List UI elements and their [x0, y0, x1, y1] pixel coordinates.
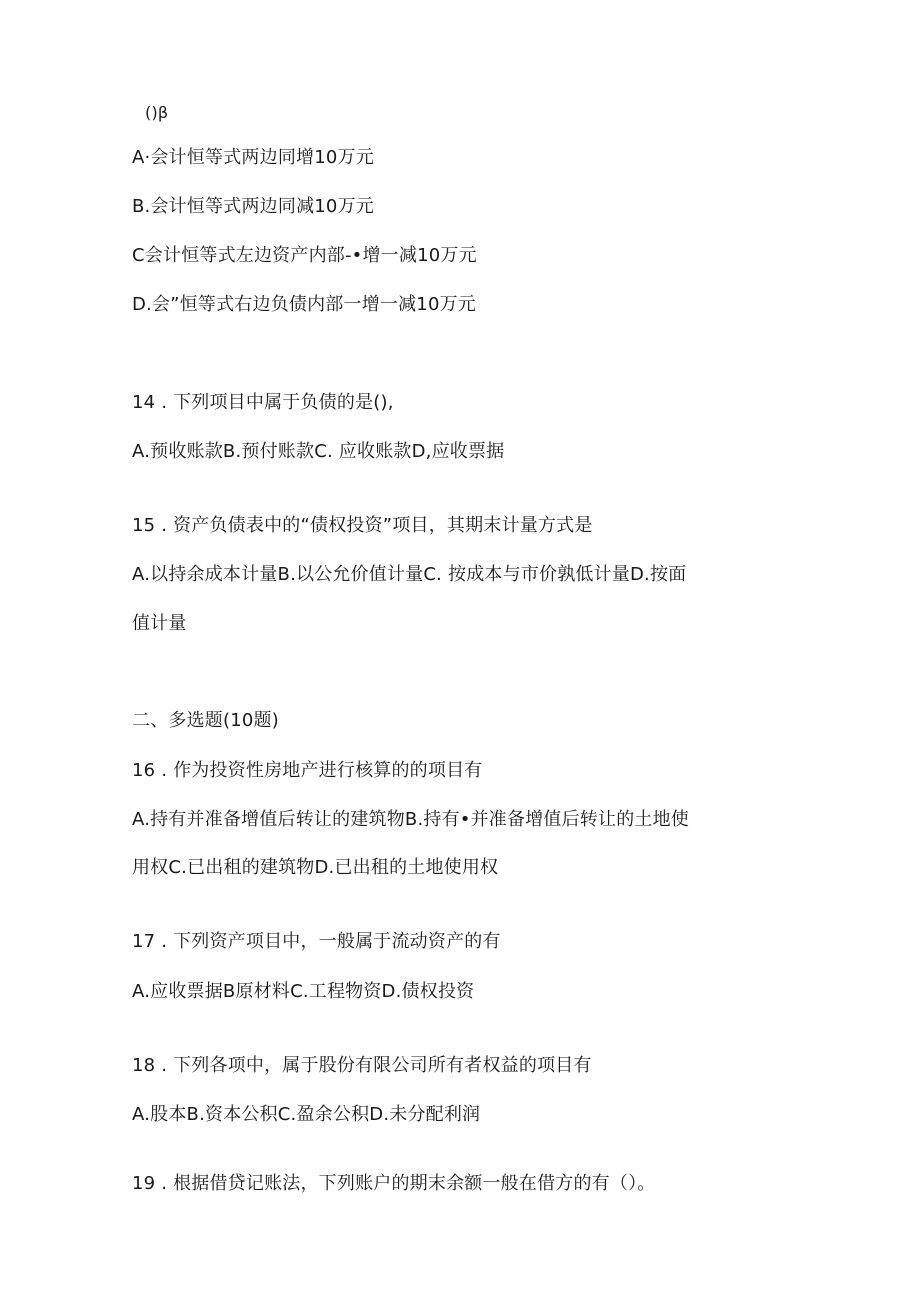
question-14-options: A.预收账款B.预付账款C. 应收账款D,应收票据	[132, 441, 505, 462]
question-18-stem: 18 . 下列各项中，属于股份有限公司所有者权益的项目有	[132, 1055, 592, 1076]
question-16-options-line-1: A.持有并准备增值后转让的建筑物B.持有•并准备增值后转让的土地使	[132, 809, 690, 830]
question-13-option-c: C会计恒等式左边资产内部-•增一减10万元	[132, 245, 477, 266]
question-14-stem: 14 . 下列项目中属于负债的是(),	[132, 392, 394, 413]
question-13-option-b: B.会计恒等式两边同减10万元	[132, 196, 374, 217]
question-13-stem-end: ()β	[145, 103, 169, 122]
question-15-options-line-2: 值计量	[132, 613, 187, 634]
question-16-options-line-2: 用权C.已出租的建筑物D.已出租的土地使用权	[132, 857, 499, 878]
question-17-options: A.应收票据B原材料C.工程物资D.债权投资	[132, 981, 475, 1002]
question-13-option-d: D.会”恒等式右边负债内部一增一减10万元	[132, 294, 477, 315]
question-13-option-a: A·会计恒等式两边同增10万元	[132, 147, 374, 168]
section-heading-multiple-choice: 二、多选题(10题)	[132, 710, 279, 731]
question-18-options: A.股本B.资本公积C.盈余公积D.未分配利润	[132, 1104, 481, 1125]
question-15-options-line-1: A.以持余成本计量B.以公允价值计量C. 按成本与市价孰低计量D.按面	[132, 564, 687, 585]
question-17-stem: 17 . 下列资产项目中，一般属于流动资产的有	[132, 931, 501, 952]
question-15-stem: 15 . 资产负债表中的“债权投资”项目，其期末计量方式是	[132, 515, 593, 536]
question-19-stem: 19 . 根据借贷记账法，下列账户的期末余额一般在借方的有（）。	[132, 1173, 656, 1194]
question-16-stem: 16 . 作为投资性房地产进行核算的的项目有	[132, 760, 483, 781]
